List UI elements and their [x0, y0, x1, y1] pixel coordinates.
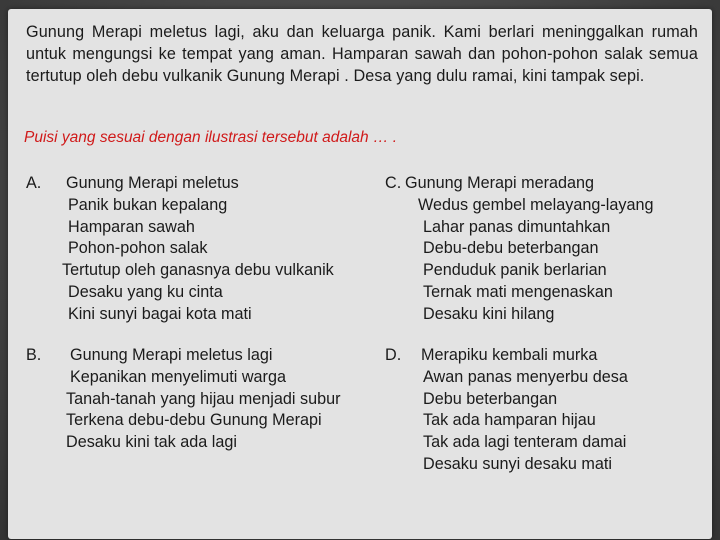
poem-line: Desaku sunyi desaku mati [423, 454, 612, 473]
poem-line: Gunung Merapi meletus [66, 174, 239, 192]
option-c-letter: C. [385, 174, 402, 192]
poem-line: Terkena debu-debu Gunung Merapi [66, 411, 322, 430]
poem-line: Desaku kini hilang [423, 304, 555, 323]
poem-line: Panik bukan kepalang [68, 195, 228, 214]
poem-line: Gunung Merapi meletus lagi [70, 346, 273, 364]
content-card [8, 9, 712, 539]
poem-line: Desaku yang ku cinta [68, 282, 223, 301]
option-b[interactable] [26, 345, 340, 454]
option-c-poem [405, 173, 653, 326]
poem-line: Kepanikan menyelimuti warga [70, 367, 286, 386]
option-d-poem [421, 345, 628, 476]
poem-line: Pohon-pohon salak [68, 239, 208, 258]
poem-line: Merapiku kembali murka [421, 346, 598, 364]
poem-line: Desaku kini tak ada lagi [66, 433, 237, 452]
poem-line: Tak ada lagi tenteram damai [423, 433, 627, 452]
option-b-letter: B. [26, 346, 42, 364]
poem-line: Tertutup oleh ganasnya debu vulkanik [62, 261, 334, 280]
poem-line: Kini sunyi bagai kota mati [68, 304, 252, 323]
poem-line: Debu-debu beterbangan [423, 239, 599, 258]
option-d-letter: D. [385, 346, 402, 364]
poem-line: Penduduk panik berlarian [423, 261, 607, 280]
option-d[interactable] [385, 345, 628, 476]
option-b-poem [58, 345, 340, 454]
poem-line: Tak ada hamparan hijau [423, 411, 596, 430]
option-a-letter: A. [26, 174, 42, 192]
option-c[interactable] [385, 173, 653, 326]
poem-line: Ternak mati mengenaskan [423, 282, 613, 301]
poem-line: Awan panas menyerbu desa [423, 367, 628, 386]
poem-line: Wedus gembel melayang-layang [418, 195, 654, 214]
poem-line: Hamparan sawah [68, 217, 195, 236]
poem-line: Lahar panas dimuntahkan [423, 217, 611, 236]
option-a[interactable] [26, 173, 334, 326]
option-a-poem [58, 173, 334, 326]
poem-line: Tanah-tanah yang hijau menjadi subur [66, 389, 341, 408]
poem-line: Gunung Merapi meradang [405, 174, 594, 192]
question-text: Puisi yang sesuai dengan ilustrasi tersebut adalah … . [24, 129, 398, 146]
poem-line: Debu beterbangan [423, 389, 558, 408]
passage-text: Gunung Merapi meletus lagi, aku dan keluarga panik. Kami berlari meninggalkan rumah untuk mengungsi ke tempat yang aman. Hamparan sawah dan pohon-pohon salak semua tertutup oleh debu vulkanik Gunung Merapi . Desa yang dulu ramai, kini tampak sepi. [26, 23, 698, 85]
